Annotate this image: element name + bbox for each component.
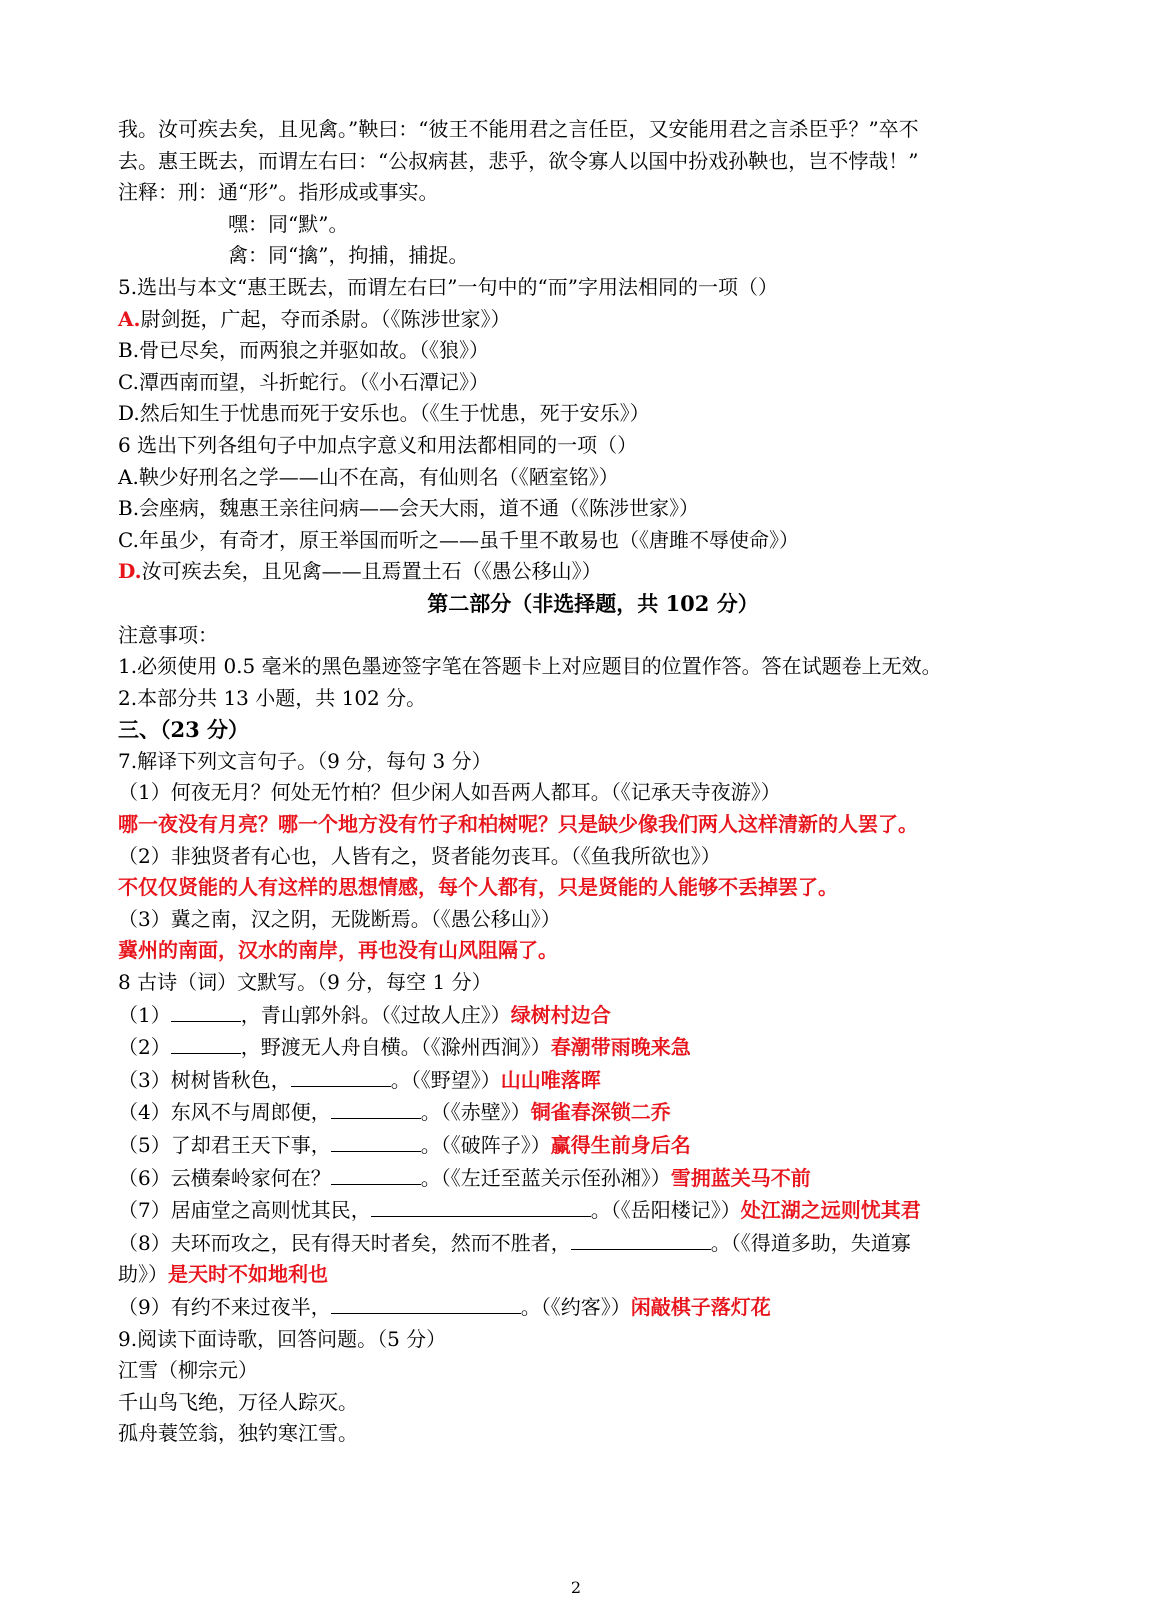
blank-answer: 绿树村边合 bbox=[510, 1002, 611, 1027]
q8-item bbox=[118, 1291, 1068, 1324]
item-text: 。（《赤壁》） bbox=[420, 1100, 531, 1125]
poem-title: 江雪（柳宗元） bbox=[118, 1358, 258, 1383]
q8-item bbox=[118, 1129, 1068, 1162]
fill-blank bbox=[171, 999, 241, 1022]
q8-item bbox=[118, 1064, 1068, 1097]
fill-blank bbox=[571, 1227, 711, 1250]
option-letter: A. bbox=[118, 464, 139, 489]
item-text: 。（《岳阳楼记》） bbox=[590, 1198, 741, 1223]
item-text: （4）东风不与周郎便， bbox=[118, 1100, 331, 1125]
item-text: （5）了却君王天下事， bbox=[118, 1133, 331, 1157]
answer-letter: A. bbox=[118, 306, 141, 331]
q8-item bbox=[118, 1031, 1068, 1064]
fill-blank bbox=[331, 1129, 421, 1152]
option-text: 然后知生于忧患而死于安乐也。（《生于忧患，死于安乐》） bbox=[139, 401, 650, 426]
item-text: ，野渡无人舟自横。（《滁州西涧》） bbox=[240, 1035, 551, 1060]
page-number: 2 bbox=[570, 1578, 582, 1597]
notice-item: 1.必须使用 0.5 毫米的黑色墨迹签字笔在答题卡上对应题目的位置作答。答在试题卷上无效。 bbox=[118, 654, 942, 679]
page-content bbox=[118, 114, 1068, 1450]
item-text: ，青山郭外斜。（《过故人庄》） bbox=[240, 1002, 511, 1027]
q6-option-a bbox=[118, 462, 1068, 494]
q8-item-continued bbox=[118, 1259, 1068, 1291]
blank-answer: 是天时不如地利也 bbox=[168, 1262, 328, 1287]
q7-answer: 哪一夜没有月亮？哪一个地方没有竹子和柏树呢？只是缺少像我们两人这样清新的人罢了。 bbox=[118, 812, 918, 837]
answer-letter: D. bbox=[118, 559, 142, 584]
question-6-stem: 6 选出下列各组句子中加点字意义和用法都相同的一项（） bbox=[118, 432, 638, 457]
option-letter: C. bbox=[118, 527, 139, 552]
option-letter: D. bbox=[118, 401, 140, 426]
fill-blank bbox=[171, 1031, 241, 1054]
option-letter: B. bbox=[118, 496, 140, 521]
blank-answer: 处江湖之远则忧其君 bbox=[740, 1198, 921, 1223]
item-text: （7）居庙堂之高则忧其民， bbox=[118, 1198, 371, 1223]
question-8-stem: 8 古诗（词）文默写。（9 分，每空 1 分） bbox=[118, 970, 492, 995]
q8-item bbox=[118, 1227, 1068, 1260]
poem-line: 千山鸟飞绝，万径人踪灭。 bbox=[118, 1389, 358, 1414]
item-text: 。（《野望》） bbox=[390, 1067, 501, 1092]
blank-answer: 赢得生前身后名 bbox=[550, 1133, 691, 1157]
poem-line: 孤舟蓑笠翁，独钓寒江雪。 bbox=[118, 1421, 358, 1446]
option-text: 尉剑挺，广起，夺而杀尉。（《陈涉世家》） bbox=[140, 306, 511, 331]
q7-answer: 不仅仅贤能的人有这样的思想情感，每个人都有，只是贤能的人能够不丢掉罢了。 bbox=[118, 875, 838, 900]
item-text: 。（《左迁至蓝关示侄孙湘》） bbox=[420, 1165, 671, 1190]
q7-item: （1）何夜无月？何处无竹柏？但少闲人如吾两人都耳。（《记承天寺夜游》） bbox=[118, 780, 781, 805]
q8-item bbox=[118, 999, 1068, 1032]
option-text: 年虽少，有奇才，原王举国而听之——虽千里不敢易也（《唐雎不辱使命》） bbox=[138, 527, 799, 552]
q7-answer: 冀州的南面，汉水的南岸，再也没有山风阻隔了。 bbox=[118, 938, 558, 963]
blank-answer: 闲敲棋子落灯花 bbox=[630, 1294, 771, 1319]
q5-option-d bbox=[118, 398, 1068, 430]
q6-option-c bbox=[118, 525, 1068, 557]
q6-option-d bbox=[118, 556, 1068, 588]
item-text: （3）树树皆秋色， bbox=[118, 1067, 291, 1092]
q5-option-b bbox=[118, 335, 1068, 367]
blank-answer: 雪拥蓝关马不前 bbox=[670, 1165, 811, 1190]
option-text: 鞅少好刑名之学——山不在高，有仙则名（《陋室铭》） bbox=[138, 464, 619, 489]
blank-answer: 山山唯落晖 bbox=[500, 1067, 601, 1092]
item-text: 。（《破阵子》） bbox=[420, 1133, 551, 1157]
option-text: 汝可疾去矣，且见禽——且焉置土石（《愚公移山》） bbox=[141, 559, 602, 584]
fill-blank bbox=[331, 1291, 521, 1314]
notice-item: 2.本部分共 13 小题，共 102 分。 bbox=[118, 685, 427, 710]
option-text: 骨已尽矣，而两狼之并驱如故。（《狼》） bbox=[139, 338, 490, 363]
fill-blank bbox=[291, 1064, 391, 1087]
item-text: （8）夫环而攻之，民有得天时者矣，然而不胜者， bbox=[118, 1230, 571, 1255]
option-letter: C. bbox=[118, 369, 139, 394]
question-5-stem: 5.选出与本文“惠王既去，而谓左右曰”一句中的“而”字用法相同的一项（） bbox=[118, 274, 778, 299]
q7-item: （3）冀之南，汉之阴，无陇断焉。（《愚公移山》） bbox=[118, 906, 561, 931]
note-text: 刑：通“形”。指形成或事实。 bbox=[178, 180, 439, 205]
option-text: 潭西南而望，斗折蛇行。（《小石潭记》） bbox=[138, 369, 489, 394]
item-text: （9）有约不来过夜半， bbox=[118, 1294, 331, 1319]
q8-item bbox=[118, 1162, 1068, 1195]
question-7-stem: 7.解译下列文言句子。（9 分，每句 3 分） bbox=[118, 748, 492, 773]
passage-line: 去。惠王既去，而谓左右曰：“公叔病甚，悲乎，欲令寡人以国中扮戏孙鞅也，岂不悖哉！” bbox=[118, 148, 919, 173]
q7-item: （2）非独贤者有心也，人皆有之，贤者能勿丧耳。（《鱼我所欲也》） bbox=[118, 843, 721, 868]
fill-blank bbox=[331, 1096, 421, 1119]
note-line: 嘿：同“默”。 bbox=[228, 211, 349, 236]
note-line: 禽：同“擒”，拘捕，捕捉。 bbox=[228, 243, 469, 268]
q5-option-c bbox=[118, 367, 1068, 399]
item-text: （2） bbox=[118, 1035, 171, 1060]
part-two-title: 第二部分（非选择题，共 102 分） bbox=[427, 590, 759, 616]
q5-option-a bbox=[118, 304, 1068, 336]
q8-item bbox=[118, 1096, 1068, 1129]
notice-label: 注意事项： bbox=[118, 622, 218, 647]
blank-answer: 春潮带雨晚来急 bbox=[550, 1035, 691, 1060]
item-text: （6）云横秦岭家何在？ bbox=[118, 1165, 331, 1190]
fill-blank bbox=[331, 1162, 421, 1185]
blank-answer: 铜雀春深锁二乔 bbox=[530, 1100, 671, 1125]
item-text: 。（《约客》） bbox=[520, 1294, 631, 1319]
item-text: 助》） bbox=[118, 1262, 168, 1287]
item-text: 。（《得道多助，失道寡 bbox=[710, 1230, 911, 1255]
question-9-stem: 9.阅读下面诗歌，回答问题。（5 分） bbox=[118, 1326, 447, 1351]
q8-item bbox=[118, 1194, 1068, 1227]
note-line bbox=[118, 177, 1068, 209]
fill-blank bbox=[371, 1194, 591, 1217]
option-letter: B. bbox=[118, 338, 140, 363]
passage-line: 我。汝可疾去矣，且见禽。”鞅曰：“彼王不能用君之言任臣，又安能用君之言杀臣乎？”卒不 bbox=[118, 117, 919, 141]
note-label: 注释： bbox=[118, 180, 178, 205]
option-text: 会座病，魏惠王亲往问病——会天大雨，道不通（《陈涉世家》） bbox=[139, 496, 700, 521]
q6-option-b bbox=[118, 493, 1068, 525]
section-three-heading: 三、（23 分） bbox=[118, 717, 250, 743]
item-text: （1） bbox=[118, 1002, 171, 1027]
